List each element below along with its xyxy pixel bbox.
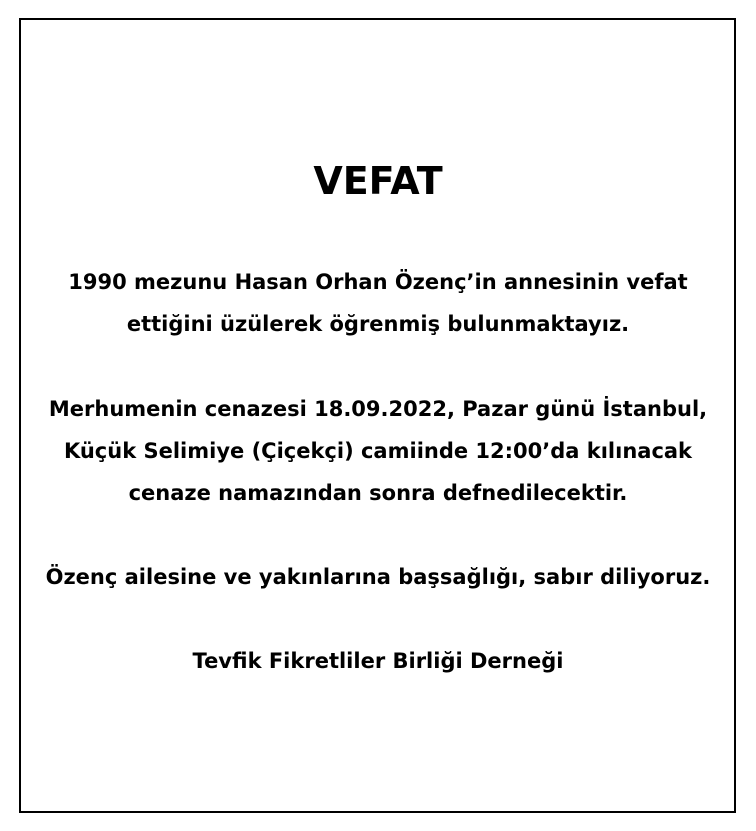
announcement-line: ettiğini üzülerek öğrenmiş bulunmaktayız. xyxy=(126,312,630,336)
funeral-details-line: Küçük Selimiye (Çiçekçi) camiinde 12:00’da kılınacak xyxy=(63,439,693,463)
notice-title: VEFAT xyxy=(313,159,443,203)
announcement-line: 1990 mezunu Hasan Orhan Özenç’in annesinin vefat xyxy=(68,270,688,294)
funeral-details-paragraph xyxy=(0,388,756,514)
funeral-details-line: Merhumenin cenazesi 18.09.2022, Pazar günü İstanbul, xyxy=(48,397,708,421)
funeral-details-line: cenaze namazından sonra defnedilecektir. xyxy=(128,481,628,505)
condolence-paragraph: Özenç ailesine ve yakınlarına başsağlığı, sabır diliyoruz. xyxy=(45,565,711,589)
signature: Tevfik Fikretliler Birliği Derneği xyxy=(192,649,564,673)
announcement-paragraph xyxy=(0,261,756,345)
